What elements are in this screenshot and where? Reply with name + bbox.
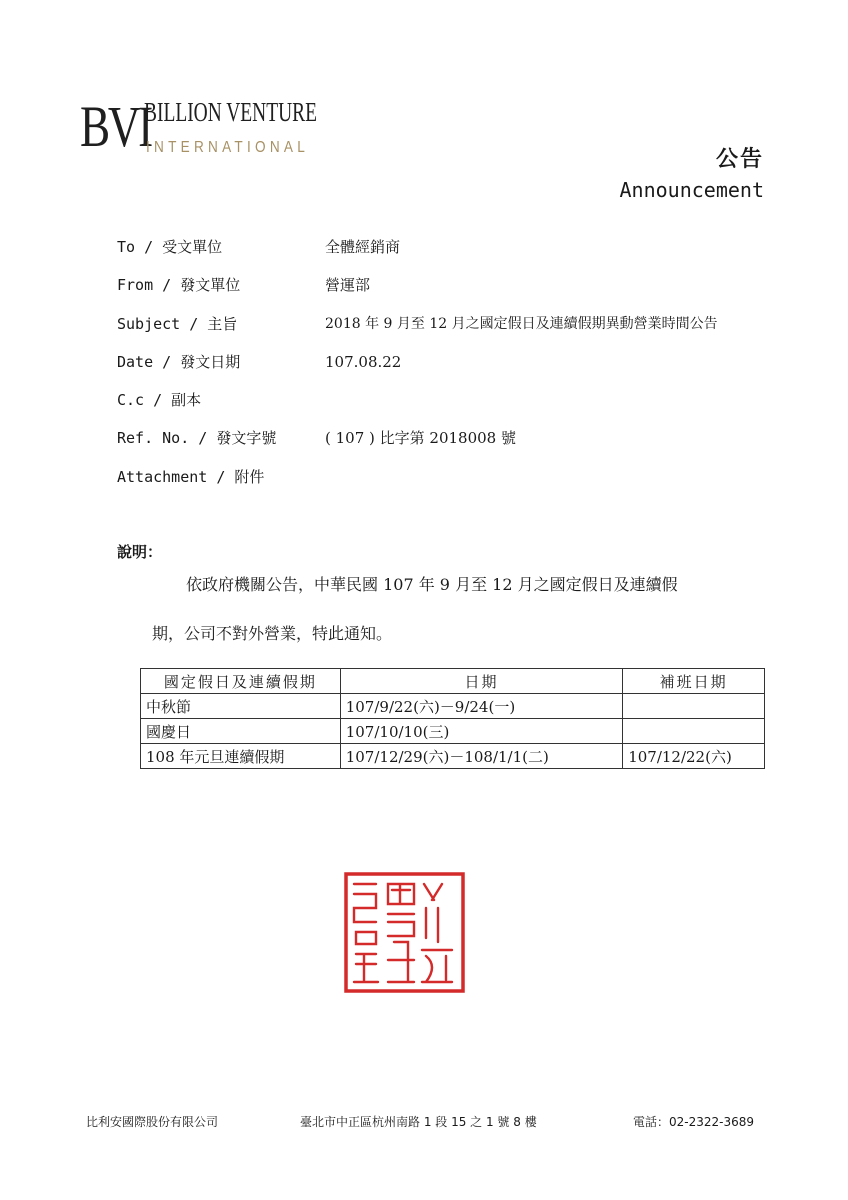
logo-subname: INTERNATIONAL	[146, 139, 310, 156]
cell-date: 107/9/22(六)－9/24(一)	[340, 694, 622, 719]
meta-label-attachment: Attachment / 附件	[117, 467, 265, 486]
meta-label-cc: C.c / 副本	[117, 391, 202, 410]
cell-date: 107/12/29(六)－108/1/1(二)	[340, 744, 622, 769]
meta-value-ref: ( 107 ) 比字第 2018008 號	[325, 429, 516, 448]
cell-holiday: 國慶日	[141, 719, 341, 744]
table-row	[141, 694, 765, 719]
cell-makeup-date: 107/12/22(六)	[623, 744, 765, 769]
footer-phone: 電話：02-2322-3689	[633, 1115, 755, 1129]
cell-date: 107/10/10(三)	[340, 719, 622, 744]
description-title: 說明：	[117, 543, 163, 561]
table-row	[141, 744, 765, 769]
announcement-title-zh: 公告	[715, 147, 764, 172]
logo-mark: BVI	[80, 94, 151, 159]
meta-label-subject: Subject / 主旨	[117, 314, 238, 333]
table-header-row	[141, 669, 765, 694]
company-seal-stamp	[342, 870, 467, 995]
footer-address: 臺北市中正區杭州南路 1 段 15 之 1 號 8 樓	[300, 1115, 537, 1129]
header-holiday: 國定假日及連續假期	[141, 669, 341, 694]
header-makeup-date: 補班日期	[623, 669, 765, 694]
meta-label-to: To / 受文單位	[117, 238, 223, 256]
header-date: 日期	[340, 669, 622, 694]
meta-label-date: Date / 發文日期	[117, 352, 241, 371]
cell-holiday: 中秋節	[141, 694, 341, 719]
logo-name: BILLION VENTURE	[144, 97, 317, 127]
meta-label-ref: Ref. No. / 發文字號	[117, 429, 277, 448]
meta-value-date: 107.08.22	[325, 352, 402, 371]
table-row	[141, 719, 765, 744]
cell-makeup-date	[623, 719, 765, 744]
description-line-1: 依政府機關公告，中華民國 107 年 9 月至 12 月之國定假日及連續假	[186, 575, 678, 594]
announcement-title-en: Announcement	[619, 178, 764, 202]
cell-makeup-date	[623, 694, 765, 719]
meta-value-to: 全體經銷商	[325, 238, 401, 256]
meta-value-from: 營運部	[325, 276, 371, 295]
meta-label-from: From / 發文單位	[117, 276, 241, 295]
description-line-2: 期，公司不對外營業，特此通知。	[152, 624, 393, 643]
footer-company: 比利安國際股份有限公司	[86, 1115, 219, 1129]
cell-holiday: 108 年元旦連續假期	[141, 744, 341, 769]
holiday-table	[140, 668, 765, 769]
meta-value-subject: 2018 年 9 月至 12 月之國定假日及連續假期異動營業時間公告	[325, 315, 718, 332]
